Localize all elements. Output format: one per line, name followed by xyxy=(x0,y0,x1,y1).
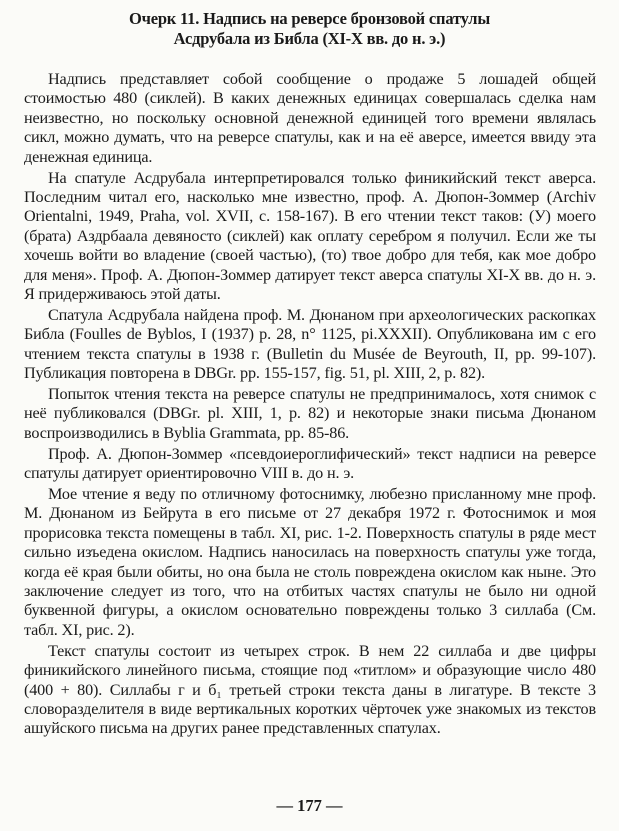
paragraph: Попыток чтения текста на реверсе спатулы не предпринималось, хотя снимок с неё публиковался (DBGr. pl. XIII, 1, p. 82) и некоторые знаки письма Дюнаном воспроизводились в Byblia Grammata, pp. 85-86. xyxy=(24,385,596,442)
body-text xyxy=(24,70,596,740)
paragraph: Проф. А. Дюпон-Зоммер «псевдоиероглифический» текст надписи на реверсе спатулы датирует ориентировочно VIII в. до н. э. xyxy=(24,444,596,483)
page-number: — 177 — xyxy=(276,796,343,815)
paragraph: Надпись представляет собой сообщение о продаже 5 лошадей общей стоимостью 480 (сиклей). В каких денежных единицах совершалась сделка нам неизвестно, но поскольку основной денежной единицей того времени являлась сикл, можно думать, что на реверсе спатулы, как и на её аверсе, имеется ввиду эта денежная единица. xyxy=(24,70,596,166)
paragraph: Спатула Асдрубала найдена проф. М. Дюнаном при археологических раскопках Библа (Foulles de Byblos, I (1937) p. 28, n° 1125, pi.XXXII). Опубликована им с его чтением текста спатулы в 1938 г. (Bulletin du Musée de Beyrouth, II, pp. 99-107). Публикация повторена в DBGr. pp. 155-157, fig. 51, pl. XIII, 2, p. 82). xyxy=(24,305,596,383)
heading-line-2: Асдрубала из Библа (XI-X вв. до н. э.) xyxy=(173,29,446,48)
paragraph: Мое чтение я веду по отличному фотоснимку, любезно присланному мне проф. М. Дюнаном из Бейрута в его письме от 27 декабря 1972 г. Фотоснимок и моя прорисовка текста помещены в табл. XI, рис. 1-2. Поверхность спатулы в ряде мест сильно изъедена окислом. Надпись наносилась на поверхность спатулы уже тогда, когда её края были обиты, но она была не столь повреждена окислом как ныне. Это заключение следует из того, что на отбитых частях спатулы не было ни одной буквенной фигуры, а окислом основательно повреждены только 3 силлаба (См. табл. XI, рис. 2). xyxy=(24,485,596,639)
paragraph: На спатуле Асдрубала интерпретировался только финикийский текст аверса. Последним читал его, насколько мне известно, проф. А. Дюпон-Зоммер (Archiv Orientalni, 1949, Praha, vol. XVII, c. 158-167). В его чтении текст таков: (У) моего (брата) Аздрбаала девяносто (сиклей) как оплату серебром я получил. Если же ты хочешь войти во владение (своей частью), (то) твое добро для тебя, как мое добро для меня». Проф. А. Дюпон-Зоммер датирует текст аверса спатулы XI-X вв. до н. э. Я придерживаюсь этой даты. xyxy=(24,168,596,303)
chapter-heading xyxy=(0,9,619,49)
heading-line-1: Очерк 11. Надпись на реверсе бронзовой спатулы xyxy=(128,9,491,28)
paragraph: Текст спатулы состоит из четырех строк. В нем 22 силлаба и две цифры финикийского линейного письма, стоящие под «титлом» и образующие число 480 (400 + 80). Силлабы г и б₁ третьей строки текста даны в лигатуре. В тексте 3 словоразделителя в виде вертикальных коротких чёрточек уже знакомых из текстов ашуйского письма на других ранее представленных спатулах. xyxy=(24,641,596,738)
